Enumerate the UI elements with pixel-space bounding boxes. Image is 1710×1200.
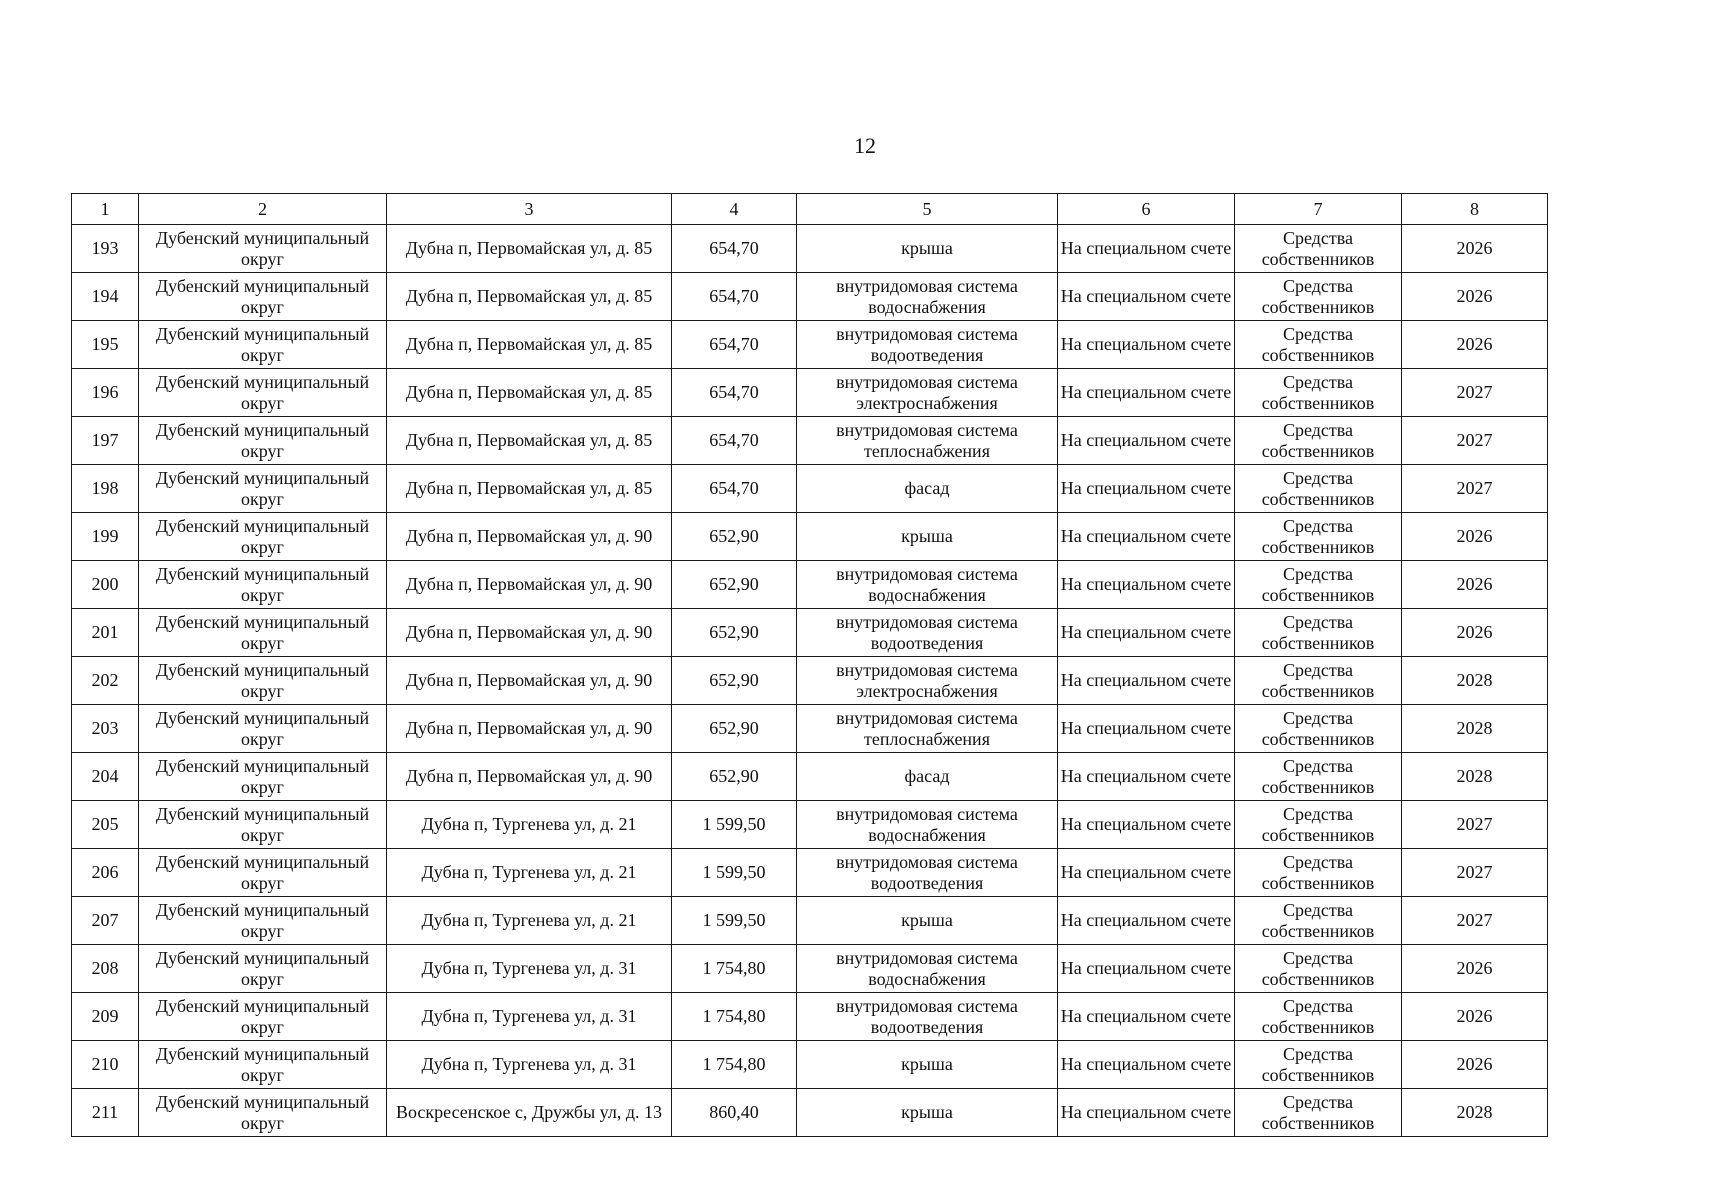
funding-source-cell: Средства собственников — [1235, 417, 1402, 465]
table-row — [72, 465, 1548, 513]
area-cell: 1 754,80 — [672, 945, 797, 993]
municipality-cell: Дубенский муниципальный округ — [139, 609, 387, 657]
fund-account-cell: На специальном счете — [1058, 561, 1235, 609]
funding-source-cell: Средства собственников — [1235, 993, 1402, 1041]
work-type-cell: внутридомовая система водоснабжения — [797, 273, 1058, 321]
address-cell: Воскресенское с, Дружбы ул, д. 13 — [387, 1089, 672, 1137]
fund-account-cell: На специальном счете — [1058, 465, 1235, 513]
funding-source-cell: Средства собственников — [1235, 1089, 1402, 1137]
fund-account-cell: На специальном счете — [1058, 1089, 1235, 1137]
address-cell: Дубна п, Первомайская ул, д. 90 — [387, 753, 672, 801]
area-cell: 654,70 — [672, 417, 797, 465]
area-cell: 1 754,80 — [672, 1041, 797, 1089]
year-cell: 2028 — [1402, 705, 1548, 753]
row-number-cell: 205 — [72, 801, 139, 849]
area-cell: 654,70 — [672, 321, 797, 369]
municipality-cell: Дубенский муниципальный округ — [139, 1089, 387, 1137]
address-cell: Дубна п, Первомайская ул, д. 85 — [387, 273, 672, 321]
row-number-cell: 204 — [72, 753, 139, 801]
municipality-cell: Дубенский муниципальный округ — [139, 1041, 387, 1089]
area-cell: 1 599,50 — [672, 801, 797, 849]
address-cell: Дубна п, Первомайская ул, д. 90 — [387, 705, 672, 753]
row-number-cell: 209 — [72, 993, 139, 1041]
municipality-cell: Дубенский муниципальный округ — [139, 369, 387, 417]
work-type-cell: внутридомовая система водоотведения — [797, 849, 1058, 897]
address-cell: Дубна п, Тургенева ул, д. 31 — [387, 993, 672, 1041]
work-type-cell: крыша — [797, 897, 1058, 945]
row-number-cell: 197 — [72, 417, 139, 465]
fund-account-cell: На специальном счете — [1058, 993, 1235, 1041]
year-cell: 2026 — [1402, 321, 1548, 369]
table-row — [72, 273, 1548, 321]
address-cell: Дубна п, Тургенева ул, д. 31 — [387, 1041, 672, 1089]
area-cell: 654,70 — [672, 273, 797, 321]
year-cell: 2026 — [1402, 225, 1548, 273]
row-number-cell: 196 — [72, 369, 139, 417]
row-number-cell: 210 — [72, 1041, 139, 1089]
table-row — [72, 321, 1548, 369]
work-type-cell: внутридомовая система электроснабжения — [797, 369, 1058, 417]
municipality-cell: Дубенский муниципальный округ — [139, 753, 387, 801]
municipality-cell: Дубенский муниципальный округ — [139, 465, 387, 513]
row-number-cell: 202 — [72, 657, 139, 705]
year-cell: 2027 — [1402, 465, 1548, 513]
table-row — [72, 1041, 1548, 1089]
table-row — [72, 561, 1548, 609]
area-cell: 652,90 — [672, 753, 797, 801]
column-header: 1 — [72, 194, 139, 225]
area-cell: 1 599,50 — [672, 849, 797, 897]
work-type-cell: внутридомовая система водоотведения — [797, 609, 1058, 657]
header-row — [72, 194, 1548, 225]
fund-account-cell: На специальном счете — [1058, 273, 1235, 321]
work-type-cell: внутридомовая система водоотведения — [797, 993, 1058, 1041]
address-cell: Дубна п, Первомайская ул, д. 90 — [387, 561, 672, 609]
funding-source-cell: Средства собственников — [1235, 561, 1402, 609]
municipality-cell: Дубенский муниципальный округ — [139, 273, 387, 321]
fund-account-cell: На специальном счете — [1058, 417, 1235, 465]
table-body — [72, 225, 1548, 1137]
table-row — [72, 513, 1548, 561]
municipality-cell: Дубенский муниципальный округ — [139, 945, 387, 993]
area-cell: 1 599,50 — [672, 897, 797, 945]
work-type-cell: крыша — [797, 1041, 1058, 1089]
work-type-cell: внутридомовая система водоснабжения — [797, 801, 1058, 849]
fund-account-cell: На специальном счете — [1058, 513, 1235, 561]
column-header: 6 — [1058, 194, 1235, 225]
area-cell: 652,90 — [672, 609, 797, 657]
row-number-cell: 207 — [72, 897, 139, 945]
work-type-cell: внутридомовая система водоотведения — [797, 321, 1058, 369]
municipality-cell: Дубенский муниципальный округ — [139, 801, 387, 849]
table-row — [72, 849, 1548, 897]
municipality-cell: Дубенский муниципальный округ — [139, 417, 387, 465]
work-type-cell: внутридомовая система водоснабжения — [797, 945, 1058, 993]
table-row — [72, 657, 1548, 705]
address-cell: Дубна п, Первомайская ул, д. 90 — [387, 513, 672, 561]
area-cell: 652,90 — [672, 513, 797, 561]
table-row — [72, 225, 1548, 273]
table-row — [72, 753, 1548, 801]
work-type-cell: внутридомовая система теплоснабжения — [797, 705, 1058, 753]
year-cell: 2026 — [1402, 993, 1548, 1041]
municipality-cell: Дубенский муниципальный округ — [139, 513, 387, 561]
year-cell: 2026 — [1402, 513, 1548, 561]
row-number-cell: 203 — [72, 705, 139, 753]
area-cell: 652,90 — [672, 705, 797, 753]
table-row — [72, 609, 1548, 657]
funding-source-cell: Средства собственников — [1235, 513, 1402, 561]
municipality-cell: Дубенский муниципальный округ — [139, 561, 387, 609]
work-type-cell: крыша — [797, 513, 1058, 561]
funding-source-cell: Средства собственников — [1235, 897, 1402, 945]
row-number-cell: 198 — [72, 465, 139, 513]
year-cell: 2027 — [1402, 897, 1548, 945]
municipality-cell: Дубенский муниципальный округ — [139, 225, 387, 273]
municipality-cell: Дубенский муниципальный округ — [139, 897, 387, 945]
row-number-cell: 193 — [72, 225, 139, 273]
table-row — [72, 705, 1548, 753]
funding-source-cell: Средства собственников — [1235, 753, 1402, 801]
row-number-cell: 200 — [72, 561, 139, 609]
fund-account-cell: На специальном счете — [1058, 1041, 1235, 1089]
year-cell: 2026 — [1402, 609, 1548, 657]
work-type-cell: внутридомовая система теплоснабжения — [797, 417, 1058, 465]
row-number-cell: 208 — [72, 945, 139, 993]
municipality-cell: Дубенский муниципальный округ — [139, 657, 387, 705]
area-cell: 652,90 — [672, 657, 797, 705]
work-type-cell: фасад — [797, 753, 1058, 801]
funding-source-cell: Средства собственников — [1235, 1041, 1402, 1089]
area-cell: 1 754,80 — [672, 993, 797, 1041]
address-cell: Дубна п, Первомайская ул, д. 90 — [387, 657, 672, 705]
funding-source-cell: Средства собственников — [1235, 657, 1402, 705]
work-type-cell: внутридомовая система водоснабжения — [797, 561, 1058, 609]
table-row — [72, 897, 1548, 945]
row-number-cell: 199 — [72, 513, 139, 561]
table-header — [72, 194, 1548, 225]
page-number: 12 — [854, 133, 876, 158]
municipality-cell: Дубенский муниципальный округ — [139, 321, 387, 369]
address-cell: Дубна п, Тургенева ул, д. 21 — [387, 897, 672, 945]
funding-source-cell: Средства собственников — [1235, 705, 1402, 753]
fund-account-cell: На специальном счете — [1058, 225, 1235, 273]
area-cell: 654,70 — [672, 465, 797, 513]
capital-repair-table — [71, 193, 1548, 1137]
fund-account-cell: На специальном счете — [1058, 753, 1235, 801]
address-cell: Дубна п, Первомайская ул, д. 85 — [387, 321, 672, 369]
work-type-cell: фасад — [797, 465, 1058, 513]
address-cell: Дубна п, Первомайская ул, д. 85 — [387, 369, 672, 417]
table-row — [72, 945, 1548, 993]
work-type-cell: крыша — [797, 225, 1058, 273]
funding-source-cell: Средства собственников — [1235, 849, 1402, 897]
funding-source-cell: Средства собственников — [1235, 369, 1402, 417]
year-cell: 2028 — [1402, 657, 1548, 705]
table-row — [72, 417, 1548, 465]
funding-source-cell: Средства собственников — [1235, 801, 1402, 849]
funding-source-cell: Средства собственников — [1235, 465, 1402, 513]
address-cell: Дубна п, Первомайская ул, д. 85 — [387, 225, 672, 273]
year-cell: 2028 — [1402, 1089, 1548, 1137]
table-row — [72, 993, 1548, 1041]
year-cell: 2027 — [1402, 849, 1548, 897]
funding-source-cell: Средства собственников — [1235, 273, 1402, 321]
column-header: 7 — [1235, 194, 1402, 225]
row-number-cell: 211 — [72, 1089, 139, 1137]
column-header: 8 — [1402, 194, 1548, 225]
table-row — [72, 801, 1548, 849]
funding-source-cell: Средства собственников — [1235, 225, 1402, 273]
column-header: 3 — [387, 194, 672, 225]
fund-account-cell: На специальном счете — [1058, 369, 1235, 417]
area-cell: 860,40 — [672, 1089, 797, 1137]
year-cell: 2027 — [1402, 369, 1548, 417]
column-header: 4 — [672, 194, 797, 225]
column-header: 5 — [797, 194, 1058, 225]
funding-source-cell: Средства собственников — [1235, 945, 1402, 993]
municipality-cell: Дубенский муниципальный округ — [139, 705, 387, 753]
year-cell: 2028 — [1402, 753, 1548, 801]
year-cell: 2027 — [1402, 801, 1548, 849]
address-cell: Дубна п, Тургенева ул, д. 21 — [387, 849, 672, 897]
fund-account-cell: На специальном счете — [1058, 321, 1235, 369]
row-number-cell: 201 — [72, 609, 139, 657]
fund-account-cell: На специальном счете — [1058, 609, 1235, 657]
address-cell: Дубна п, Первомайская ул, д. 90 — [387, 609, 672, 657]
table-row — [72, 1089, 1548, 1137]
address-cell: Дубна п, Тургенева ул, д. 21 — [387, 801, 672, 849]
address-cell: Дубна п, Тургенева ул, д. 31 — [387, 945, 672, 993]
area-cell: 654,70 — [672, 369, 797, 417]
year-cell: 2027 — [1402, 417, 1548, 465]
fund-account-cell: На специальном счете — [1058, 801, 1235, 849]
area-cell: 652,90 — [672, 561, 797, 609]
address-cell: Дубна п, Первомайская ул, д. 85 — [387, 417, 672, 465]
column-header: 2 — [139, 194, 387, 225]
year-cell: 2026 — [1402, 945, 1548, 993]
work-type-cell: крыша — [797, 1089, 1058, 1137]
table-row — [72, 369, 1548, 417]
work-type-cell: внутридомовая система электроснабжения — [797, 657, 1058, 705]
row-number-cell: 206 — [72, 849, 139, 897]
municipality-cell: Дубенский муниципальный округ — [139, 993, 387, 1041]
area-cell: 654,70 — [672, 225, 797, 273]
address-cell: Дубна п, Первомайская ул, д. 85 — [387, 465, 672, 513]
fund-account-cell: На специальном счете — [1058, 657, 1235, 705]
row-number-cell: 195 — [72, 321, 139, 369]
funding-source-cell: Средства собственников — [1235, 609, 1402, 657]
fund-account-cell: На специальном счете — [1058, 705, 1235, 753]
year-cell: 2026 — [1402, 561, 1548, 609]
funding-source-cell: Средства собственников — [1235, 321, 1402, 369]
year-cell: 2026 — [1402, 1041, 1548, 1089]
municipality-cell: Дубенский муниципальный округ — [139, 849, 387, 897]
fund-account-cell: На специальном счете — [1058, 849, 1235, 897]
row-number-cell: 194 — [72, 273, 139, 321]
year-cell: 2026 — [1402, 273, 1548, 321]
fund-account-cell: На специальном счете — [1058, 945, 1235, 993]
fund-account-cell: На специальном счете — [1058, 897, 1235, 945]
